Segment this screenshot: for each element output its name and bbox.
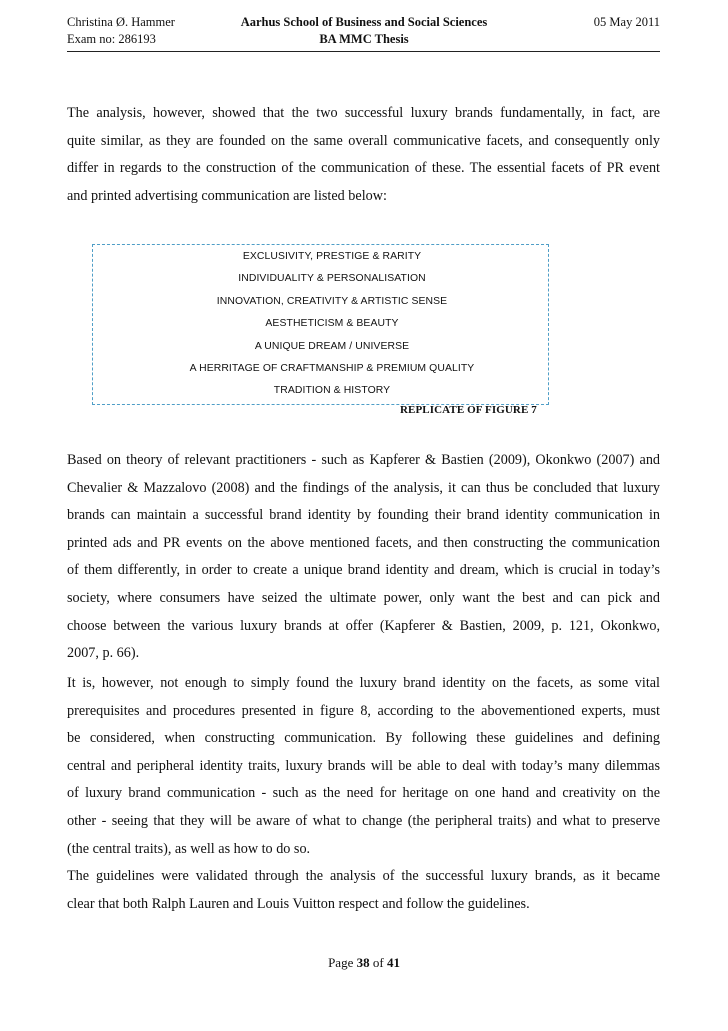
school-name: Aarhus School of Business and Social Sciences <box>240 15 488 29</box>
facet-item: INDIVIDUALITY & PERSONALISATION <box>238 273 426 285</box>
paragraph-4 <box>67 863 660 918</box>
text-line: (the central traits), as well as how to do so. <box>67 840 311 857</box>
text-line: society, where consumers have seized the ultimate power, only want the best and can pick and <box>67 589 660 606</box>
text-line: central and peripheral identity traits, luxury brands will be able to deal with today’s many dilemmas <box>67 757 660 774</box>
text-line: 2007, p. 66). <box>67 645 140 662</box>
paragraph-2 <box>67 447 660 668</box>
text-line: quite similar, as they are founded on the same overall communicative facets, and consequently only <box>67 132 660 149</box>
exam-number: Exam no: 286193 <box>67 32 156 46</box>
paragraph-1 <box>67 100 660 210</box>
page-total: 41 <box>386 955 400 970</box>
text-line: The analysis, however, showed that the two successful luxury brands fundamentally, in fact, are <box>67 105 660 121</box>
facet-item: TRADITION & HISTORY <box>273 385 391 397</box>
text-line: of them differently, in order to create a unique brand identity and dream, which is crucial in today’s <box>67 562 660 579</box>
header-center <box>228 14 500 48</box>
page-word: Page <box>328 955 354 970</box>
text-line: The guidelines were validated through the analysis of the successful luxury brands, as it became <box>67 868 660 884</box>
facet-item: EXCLUSIVITY, PRESTIGE & RARITY <box>242 251 422 262</box>
page-current: 38 <box>356 955 370 970</box>
header-divider <box>67 51 660 52</box>
facet-item: INNOVATION, CREATIVITY & ARTISTIC SENSE <box>216 295 448 307</box>
thesis-title: BA MMC Thesis <box>319 32 409 46</box>
text-line: clear that both Ralph Lauren and Louis Vuitton respect and follow the guidelines. <box>67 895 530 912</box>
text-line: and printed advertising communication are listed below: <box>67 187 387 204</box>
facet-item: A HERRITAGE OF CRAFTMANSHIP & PREMIUM QUALITY <box>189 363 475 375</box>
header-right <box>560 14 660 31</box>
text-line: brands can maintain a successful brand identity by founding their brand identity communication in <box>67 507 660 524</box>
page-footer <box>0 955 728 971</box>
page-of: of <box>372 955 384 970</box>
facet-item: A UNIQUE DREAM / UNIVERSE <box>254 340 410 352</box>
figure-caption: REPLICATE OF FIGURE 7 <box>400 404 537 416</box>
text-line: other - seeing that they will be aware of what to change (the peripheral traits) and what to preserve <box>67 812 660 829</box>
text-line: It is, however, not enough to simply found the luxury brand identity on the facets, as some vital <box>67 675 660 691</box>
text-line: Chevalier & Mazzalovo (2008) and the findings of the analysis, it can thus be concluded that luxury <box>67 479 660 496</box>
author-name: Christina Ø. Hammer <box>67 15 175 29</box>
text-line: differ in regards to the construction of the communication of these. The essential facets of PR event <box>67 160 660 177</box>
header-date: 05 May 2011 <box>593 15 660 29</box>
paragraph-3 <box>67 670 660 863</box>
facets-list <box>92 246 572 403</box>
text-line: choose between the various luxury brands at offer (Kapferer & Bastien, 2009, p. 121, Okonkwo, <box>67 617 660 634</box>
text-line: printed ads and PR events on the above mentioned facets, and then constructing the communication <box>67 534 660 551</box>
text-line: of luxury brand communication - such as the need for heritage on one hand and creativity on the <box>67 785 660 802</box>
text-line: be considered, when constructing communication. By following these guidelines and defining <box>67 730 660 747</box>
text-line: Based on theory of relevant practitioners - such as Kapferer & Bastien (2009), Okonkwo (2007) and <box>67 452 660 468</box>
header-left <box>67 14 175 48</box>
text-line: prerequisites and procedures presented in figure 8, according to the abovementioned experts, must <box>67 702 660 719</box>
facet-item: AESTHETICISM & BEAUTY <box>265 318 399 330</box>
